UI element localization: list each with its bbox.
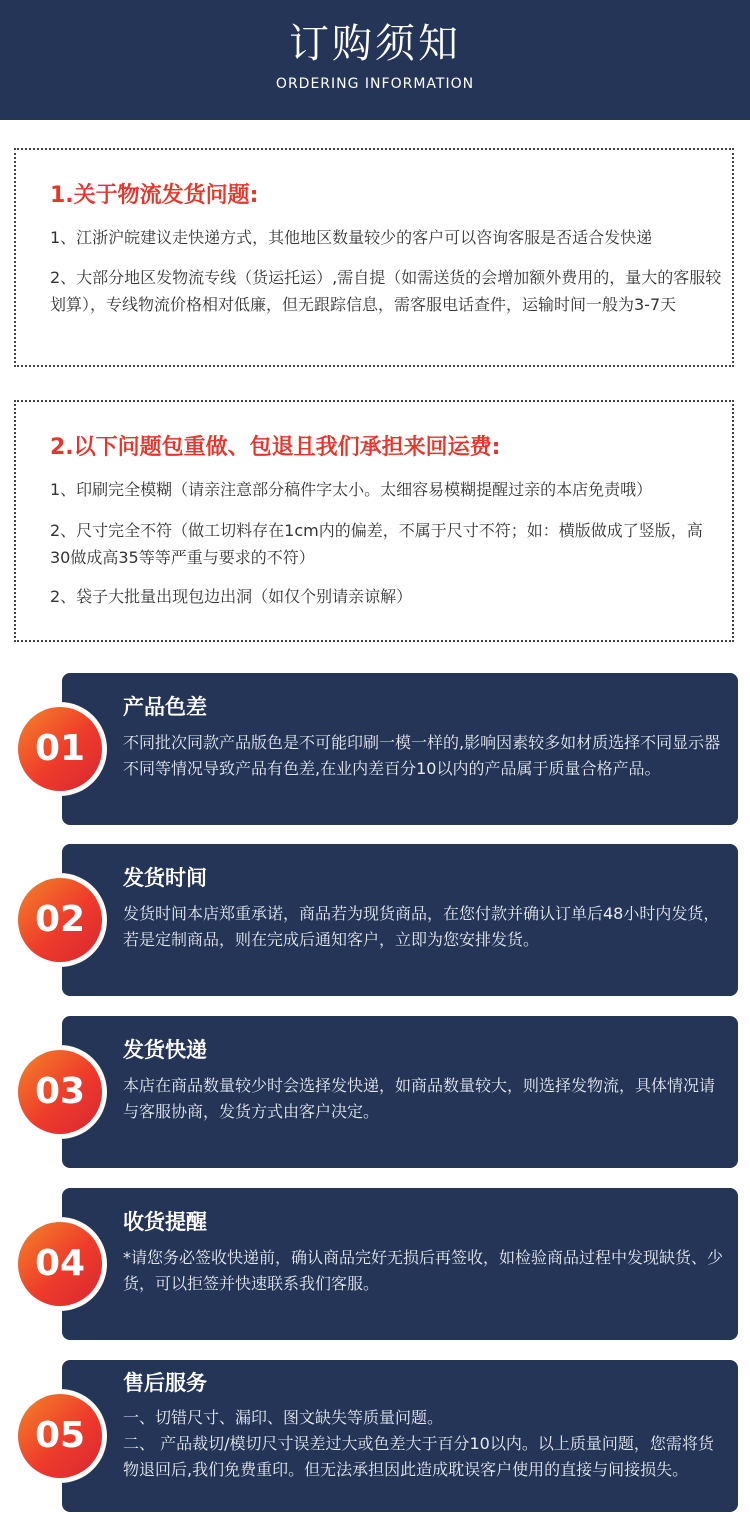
card-body bbox=[123, 1405, 723, 1483]
notice-box-guarantee bbox=[14, 400, 734, 642]
badge-number: 04 bbox=[18, 1222, 102, 1306]
notice-title: 1.关于物流发货问题: bbox=[50, 183, 259, 208]
notice-item: 1、印刷完全模糊（请亲注意部分稿件字太小。太细容易模糊提醒过亲的本店免责哦） bbox=[50, 480, 653, 499]
card-body: 发货时间本店郑重承诺，商品若为现货商品，在您付款并确认订单后48小时内发货，若是定制商品，则在完成后通知客户，立即为您安排发货。 bbox=[123, 904, 720, 949]
page-header bbox=[0, 0, 750, 120]
info-card-receipt-reminder bbox=[62, 1188, 738, 1340]
card-body: *请您务必签收快递前，确认商品完好无损后再签收，如检验商品过程中发现缺货、少货，可以拒签并快速联系我们客服。 bbox=[123, 1248, 724, 1293]
page-subtitle: ORDERING INFORMATION bbox=[275, 76, 475, 92]
card-title: 收货提醒 bbox=[123, 1210, 207, 1234]
badge-number: 03 bbox=[18, 1050, 102, 1134]
badge-number: 02 bbox=[18, 878, 102, 962]
card-title: 售后服务 bbox=[123, 1371, 207, 1395]
number-badge bbox=[13, 873, 107, 967]
card-body: 本店在商品数量较少时会选择发快递，如商品数量较大，则选择发物流，具体情况请与客服协商，发货方式由客户决定。 bbox=[123, 1076, 716, 1121]
card-body: 不同批次同款产品版色是不可能印刷一模一样的,影响因素较多如材质选择不同显示器不同等情况导致产品有色差,在业内差百分10以内的产品属于质量合格产品。 bbox=[123, 733, 721, 778]
notice-title: 2.以下问题包重做、包退且我们承担来回运费: bbox=[50, 435, 501, 460]
card-title: 发货快递 bbox=[123, 1038, 207, 1062]
notice-item: 2、大部分地区发物流专线（货运托运）,需自提（如需送货的会增加额外费用的，量大的客服较划算），专线物流价格相对低廉，但无跟踪信息，需客服电话查件，运输时间一般为3-7天 bbox=[50, 268, 722, 314]
card-body-line: 二、 产品裁切/模切尺寸误差过大或色差大于百分10以内。以上质量问题，您需将货物退回后,我们免费重印。但无法承担因此造成耽误客户使用的直接与间接损失。 bbox=[123, 1434, 714, 1479]
number-badge bbox=[13, 1217, 107, 1311]
number-badge bbox=[13, 1389, 107, 1483]
card-title: 产品色差 bbox=[123, 695, 207, 719]
badge-number: 05 bbox=[18, 1394, 102, 1478]
notice-box-logistics bbox=[14, 148, 734, 367]
info-card-after-sales bbox=[62, 1360, 738, 1512]
card-title: 发货时间 bbox=[123, 866, 207, 890]
notice-item: 2、尺寸完全不符（做工切料存在1cm内的偏差，不属于尺寸不符；如：横版做成了竖版，高30做成高35等等严重与要求的不符） bbox=[50, 521, 703, 567]
card-body-line: 一、切错尺寸、漏印、图文缺失等质量问题。 bbox=[123, 1408, 444, 1427]
badge-number: 01 bbox=[18, 707, 102, 791]
info-card-color-difference bbox=[62, 673, 738, 825]
notice-item: 1、江浙沪皖建议走快递方式，其他地区数量较少的客户可以咨询客服是否适合发快递 bbox=[50, 228, 653, 247]
number-badge bbox=[13, 1045, 107, 1139]
info-card-express bbox=[62, 1016, 738, 1168]
number-badge bbox=[13, 702, 107, 796]
page-title: 订购须知 bbox=[289, 21, 461, 67]
info-card-shipping-time bbox=[62, 844, 738, 996]
notice-item: 2、袋子大批量出现包边出洞（如仅个别请亲谅解） bbox=[50, 587, 413, 606]
